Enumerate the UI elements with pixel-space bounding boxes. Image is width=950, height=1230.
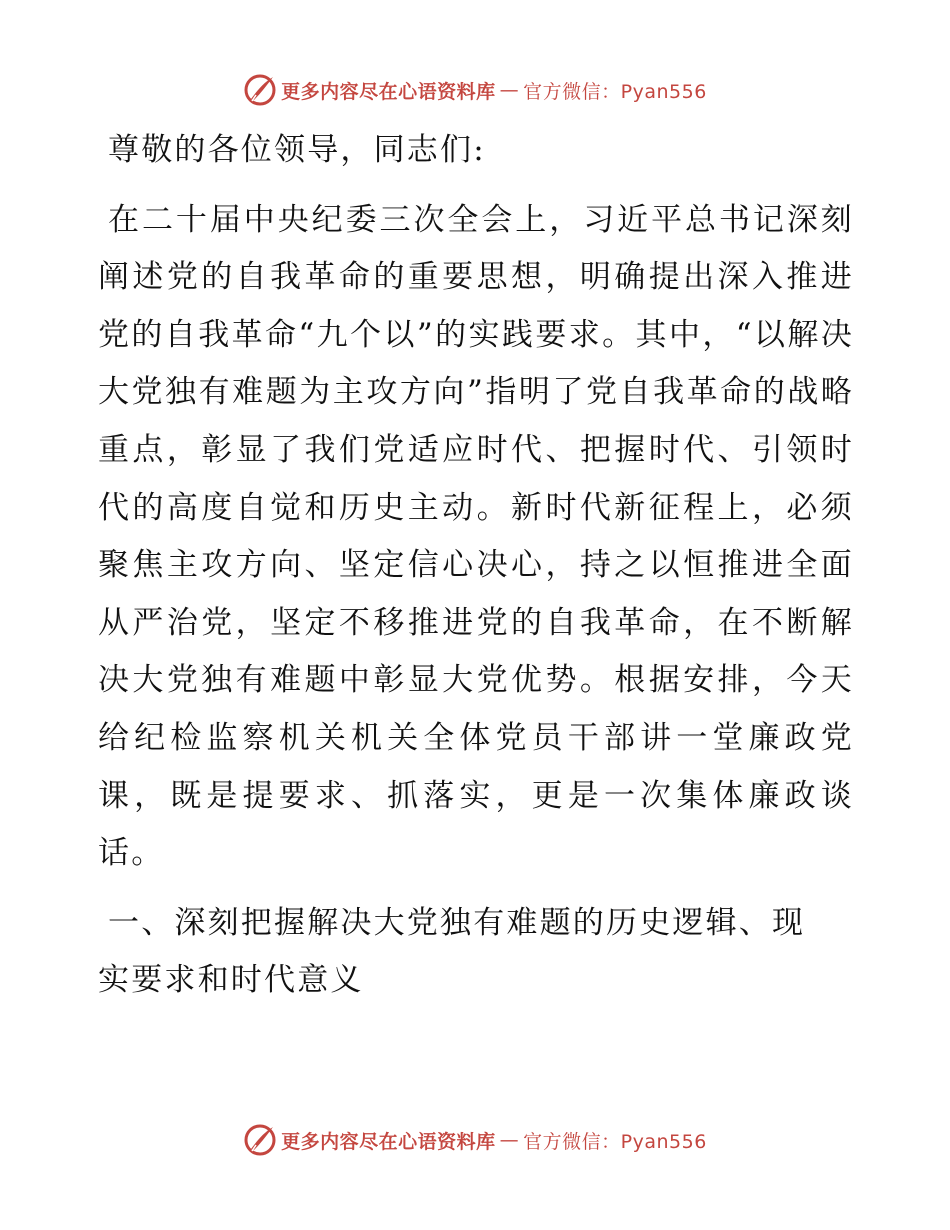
watermark-separator: — (499, 79, 520, 101)
paragraph-intro-body: 刻阐述党的自我革命的重要思想，明确提出深入推进党的自我革命“九个以”的实践要求。其中，“以解决大党独有难题为主攻方向”指明了党自我革命的战略重点，彰显了我们党适应时代、把握时代、引领时代的高度自觉和历史主动。新时代新征程上，必须聚焦主攻方向、坚定信心决心，持之以恒推进全面从严治党，坚定不移推进党的自我革命，在不断解决大党独有难题中彰显大党优势。根据安排，今天给纪检监察机关机关全体党员干部讲一堂廉政党课，既是提要求、抓落实，更是一次集体廉政谈话。 (98, 201, 854, 872)
feather-pen-logo-icon (243, 73, 277, 107)
paragraph-intro-first-line: 在二十届中央纪委三次全会上，习近平总书记深 (108, 201, 821, 238)
section-heading-1-line-2: 实要求和时代意义 (98, 962, 364, 999)
watermark-separator: — (499, 1129, 520, 1151)
watermark-text: 更多内容尽在心语资料库 (281, 80, 496, 103)
feather-pen-logo-icon (243, 1123, 277, 1157)
greeting: 尊敬的各位领导，同志们: (108, 132, 486, 168)
footer-watermark (0, 1120, 950, 1160)
header-watermark (0, 70, 950, 110)
watermark-contact: 官方微信：Pyan556 (523, 80, 707, 103)
section-heading-1-line-1: 一、深刻把握解决大党独有难题的历史逻辑、现 (108, 904, 806, 941)
document-body (98, 122, 854, 1010)
section-heading-1 (98, 895, 854, 1010)
watermark-text: 更多内容尽在心语资料库 (281, 1130, 496, 1153)
watermark-contact: 官方微信：Pyan556 (523, 1130, 707, 1153)
paragraph-intro (98, 192, 854, 883)
